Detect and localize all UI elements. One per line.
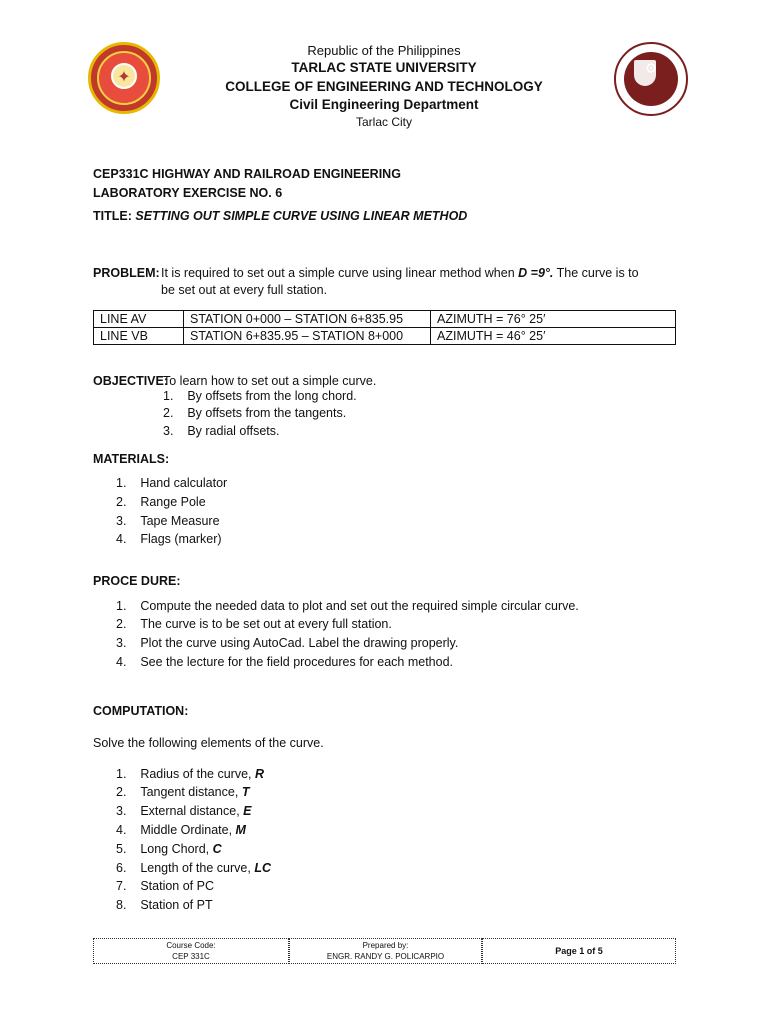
title-text: SETTING OUT SIMPLE CURVE USING LINEAR METHOD [135, 209, 468, 223]
list-item: 2. The curve is to be set out at every full station. [116, 617, 392, 631]
objective-label: OBJECTIVE: [93, 374, 169, 388]
list-item: 3. Plot the curve using AutoCad. Label the drawing properly. [116, 636, 459, 650]
footer-page-number: Page 1 of 5 [482, 938, 676, 964]
college-seal-logo: ⚙ [614, 42, 688, 116]
footer-prepared-by: Prepared by: ENGR. RANDY G. POLICARPIO [289, 938, 482, 964]
problem-label: PROBLEM: [93, 266, 160, 280]
procedure-label: PROCE DURE: [93, 574, 181, 588]
list-item: 2. Tangent distance, T [116, 785, 250, 799]
university-seal-logo: ✦ [88, 42, 160, 114]
list-item: 4. See the lecture for the field procedures for each method. [116, 655, 454, 669]
list-item: 1. By offsets from the long chord. [163, 389, 357, 403]
line-station-cell: STATION 6+835.95 – STATION 8+000 [184, 328, 431, 345]
line-azimuth-cell: AZIMUTH = 76° 25′ [431, 311, 676, 328]
list-item: 4. Flags (marker) [116, 532, 222, 546]
list-item: 7. Station of PC [116, 879, 214, 893]
list-item: 3. Tape Measure [116, 514, 220, 528]
title-label: TITLE: [93, 209, 132, 223]
header-college: COLLEGE OF ENGINEERING AND TECHNOLOGY [225, 79, 543, 94]
line-azimuth-cell: AZIMUTH = 46° 25′ [431, 328, 676, 345]
list-item: 8. Station of PT [116, 898, 213, 912]
list-item: 2. By offsets from the tangents. [163, 406, 347, 420]
list-item: 5. Long Chord, C [116, 842, 222, 856]
list-item: 3. External distance, E [116, 804, 252, 818]
footer-course-code: Course Code: CEP 331C [93, 938, 289, 964]
objective-text: To learn how to set out a simple curve. [163, 374, 377, 388]
header-republic: Republic of the Philippines [307, 43, 461, 58]
materials-label: MATERIALS: [93, 452, 170, 466]
line-station-cell: STATION 0+000 – STATION 6+835.95 [184, 311, 431, 328]
header-city: Tarlac City [355, 115, 412, 129]
line-name-cell: LINE VB [94, 328, 184, 345]
list-item: 2. Range Pole [116, 495, 206, 509]
list-item: 6. Length of the curve, LC [116, 861, 271, 875]
problem-line-2: be set out at every full station. [161, 283, 328, 297]
problem-text-pre: It is required to set out a simple curve using linear method when [161, 266, 515, 280]
list-item: 1. Radius of the curve, R [116, 767, 265, 781]
table-row [94, 311, 676, 328]
line-name-cell: LINE AV [94, 311, 184, 328]
header-department: Civil Engineering Department [289, 97, 479, 112]
page-footer [93, 938, 676, 964]
problem-line-1 [161, 266, 639, 281]
computation-intro: Solve the following elements of the curve. [93, 736, 324, 750]
line-data-table [93, 310, 676, 345]
course-heading: CEP331C HIGHWAY AND RAILROAD ENGINEERING [93, 167, 401, 181]
list-item: 1. Hand calculator [116, 476, 228, 490]
list-item: 1. Compute the needed data to plot and set out the required simple circular curve. [116, 599, 579, 613]
problem-text-post: The curve is to [556, 266, 639, 280]
computation-label: COMPUTATION: [93, 704, 189, 718]
problem-degree: D =9°. [518, 266, 554, 280]
list-item: 4. Middle Ordinate, M [116, 823, 246, 837]
list-item: 3. By radial offsets. [163, 424, 280, 438]
table-row [94, 328, 676, 345]
header-university: TARLAC STATE UNIVERSITY [291, 60, 477, 75]
title-line [93, 209, 467, 224]
exercise-heading: LABORATORY EXERCISE NO. 6 [93, 186, 283, 200]
